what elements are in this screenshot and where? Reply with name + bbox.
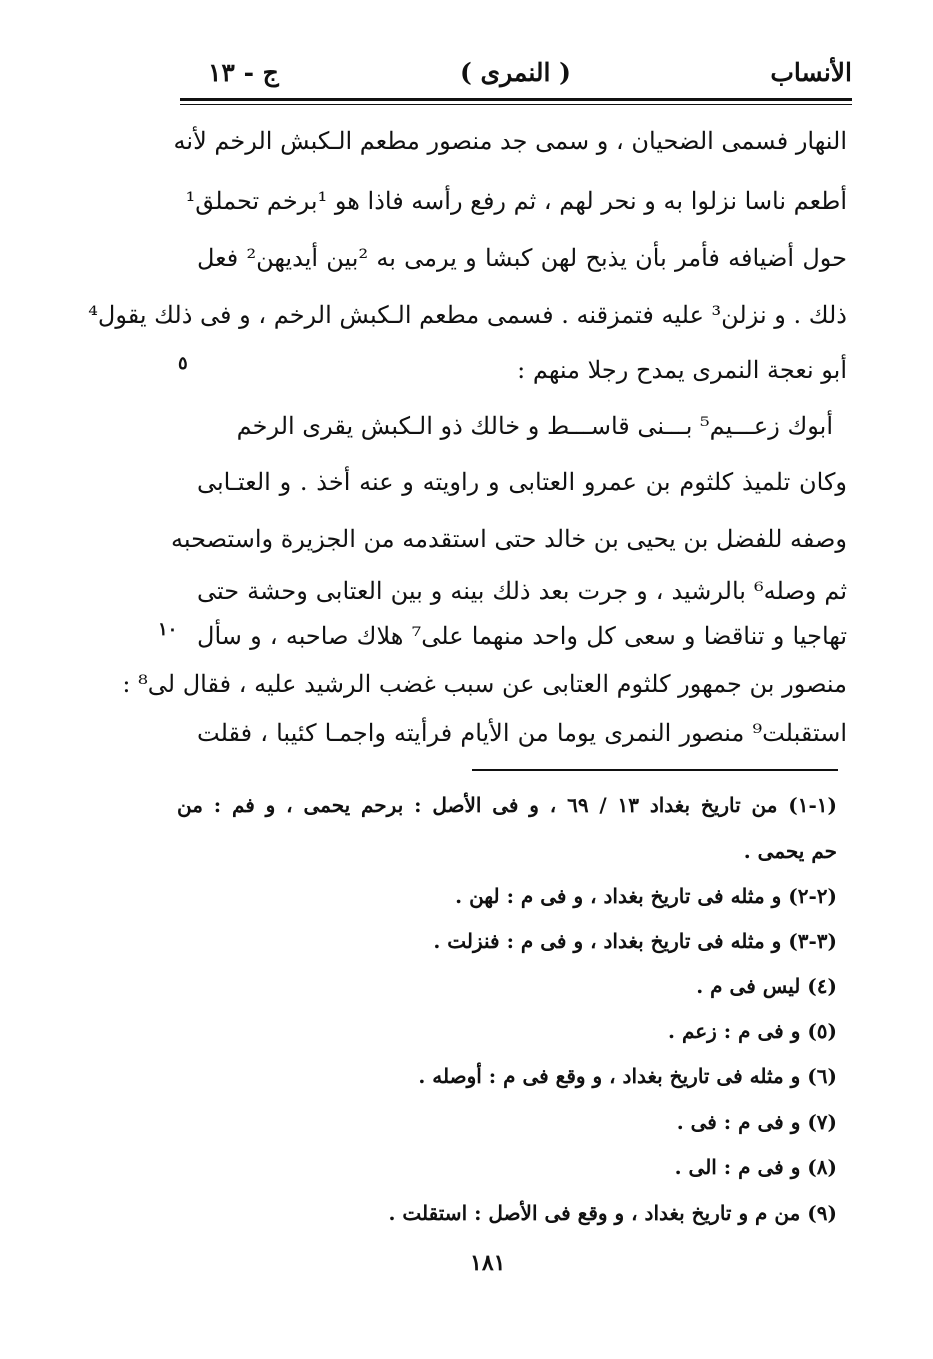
text-line: النهار فسمى الضحيان ، و سمى جد منصور مطعم الـكبش الرخم لأنه — [173, 127, 847, 155]
text-line: منصور بن جمهور كلثوم العتابى عن سبب غضب الرشيد عليه ، فقال لى⁸ : — [122, 670, 847, 698]
text-line: ثم وصله⁶ بالرشيد ، و جرت بعد ذلك بينه و بين العتابى وحشة حتى — [197, 577, 848, 605]
header-section-title: ( النمرى ) — [460, 58, 571, 87]
footnote-line: حم يحمى . — [743, 839, 837, 863]
text-line: تهاجيا و تناقضا و سعى كل واحد منهما على⁷ هلاك صاحبه ، و سأل — [197, 622, 847, 650]
header-rule-thin — [180, 104, 852, 105]
footnote-line: (٣-٣) و مثله فى تاريخ بغداد ، و فى م : فنزلت . — [433, 929, 837, 953]
header-volume: ج - ١٣ — [208, 58, 279, 87]
footnote-rule — [472, 769, 838, 771]
footnote-line: (٥) و فى م : زعم . — [668, 1019, 837, 1043]
footnote-line: (٦) و مثله فى تاريخ بغداد ، و وقع فى م : أوصله . — [418, 1064, 837, 1088]
running-header — [160, 58, 852, 94]
text-line: أبو نعجة النمرى يمدح رجلا منهم : — [517, 356, 847, 384]
footnote-line: (٧) و فى م : فى . — [676, 1110, 837, 1134]
text-line: وصفه للفضل بن يحيى بن خالد حتى استقدمه من الجزيرة واستصحبه — [171, 525, 847, 553]
text-line: استقبلت⁹ منصور النمرى يوما من الأيام فرأيته واجمـا كئيبا ، فقلت — [197, 719, 847, 747]
text-line: حول أضيافه فأمر بأن يذبح لهن كبشا و يرمى به ²بين أيديهن² فعل — [197, 244, 847, 272]
text-line: ذلك . و نزلن³ عليه فتمزقنه . فسمى مطعم الـكبش الرخم ، و فى ذلك يقول⁴ — [88, 301, 847, 329]
header-rule-thick — [180, 98, 852, 101]
margin-line-number-5: ٥ — [178, 353, 188, 374]
footnote-line: (٨) و فى م : الى . — [674, 1155, 837, 1179]
margin-line-number-10: ١٠ — [158, 619, 178, 640]
text-line: أطعم ناسا نزلوا به و نحر لهم ، ثم رفع رأسه فاذا هو ¹برخم تحملق¹ — [185, 187, 847, 215]
footnote-line: (٤) ليس فى م . — [696, 974, 837, 998]
footnote-line: (٩) من م و تاريخ بغداد ، و وقع فى الأصل : استقلت . — [388, 1201, 837, 1225]
verse-line: أبوك زعـــيم⁵ بـــنى قاســـط و خالك ذو الـكبش يقرى الرخم — [236, 412, 833, 440]
text-line: وكان تلميذ كلثوم بن عمرو العتابى و راويته و عنه أخذ . و العتـابى — [197, 468, 847, 496]
page-number: ١٨١ — [470, 1250, 506, 1276]
footnote-line: (٢-٢) و مثله فى تاريخ بغداد ، و فى م : لهن . — [455, 884, 837, 908]
header-book-title: الأنساب — [770, 58, 852, 87]
footnote-line: (١-١) من تاريخ بغداد ١٣ / ٦٩ ، و فى الأصل : برحم يحمى ، و فم : من — [177, 793, 837, 817]
